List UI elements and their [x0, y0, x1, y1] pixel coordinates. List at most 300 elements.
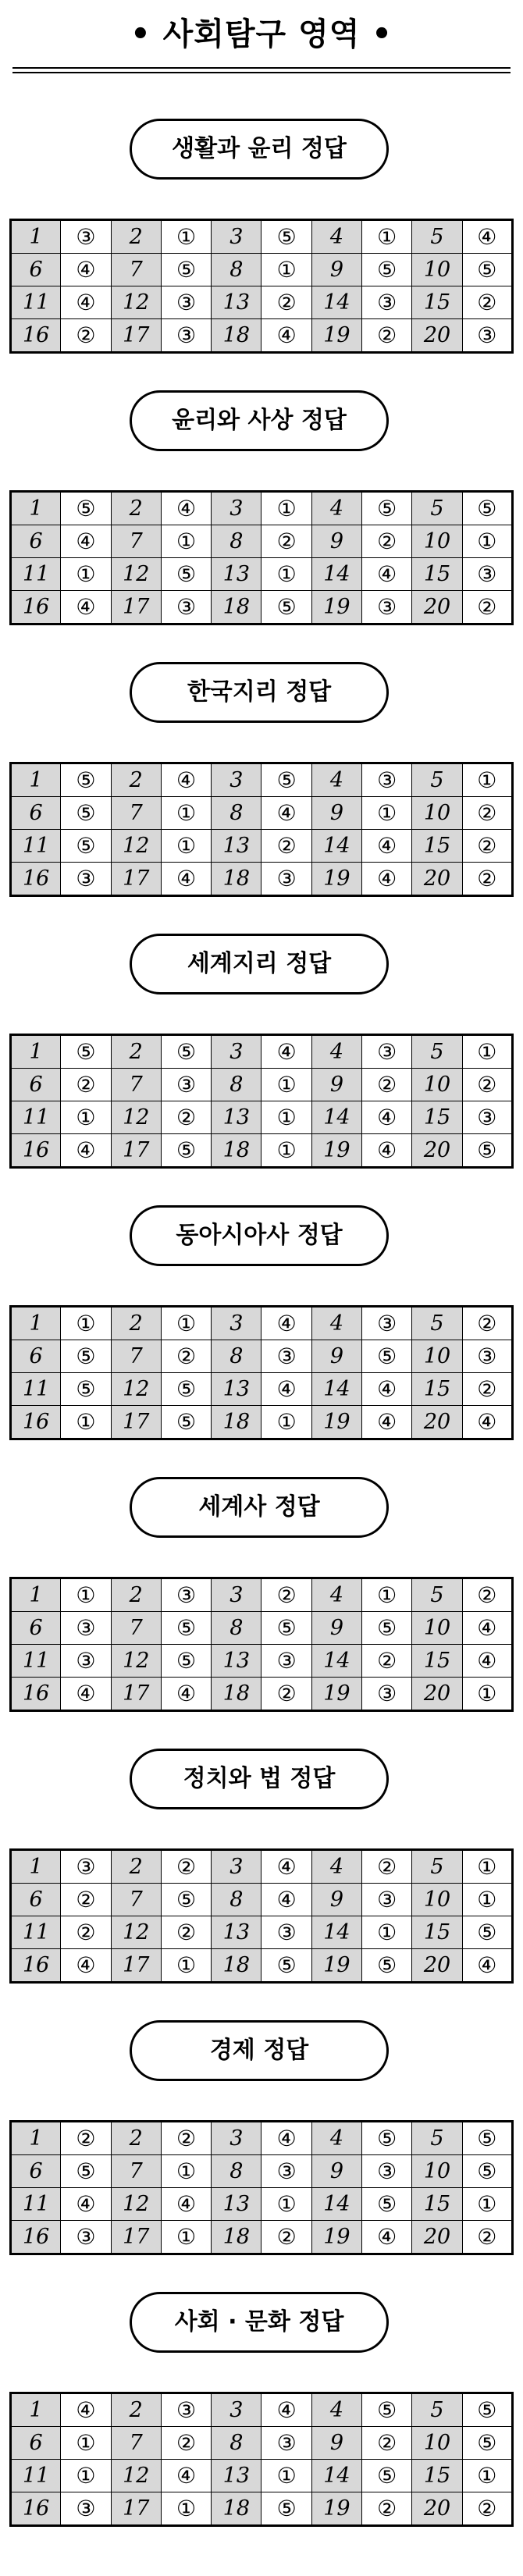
question-number: 3: [212, 2393, 262, 2427]
question-number: 4: [311, 1035, 361, 1069]
answer-choice: ①: [61, 1101, 111, 1134]
answer-choice: ④: [61, 1134, 111, 1168]
answer-table: [9, 762, 514, 897]
table-row: [11, 1916, 513, 1949]
question-number: 4: [311, 1850, 361, 1884]
table-row: [11, 1678, 513, 1711]
question-number: 14: [311, 558, 361, 591]
question-number: 18: [212, 1406, 262, 1439]
question-number: 3: [212, 1578, 262, 1612]
answer-choice: ⑤: [161, 254, 211, 286]
answer-choice: ①: [262, 1069, 311, 1101]
answer-choice: ④: [262, 1035, 311, 1069]
answer-choice: ④: [462, 1949, 512, 1983]
answer-choice: ④: [462, 1612, 512, 1645]
question-number: 15: [412, 1916, 462, 1949]
question-number: 3: [212, 1850, 262, 1884]
table-row: [11, 286, 513, 319]
question-number: 11: [11, 830, 61, 863]
answer-choice: ③: [462, 319, 512, 353]
answer-choice: ⑤: [161, 558, 211, 591]
answer-choice: ④: [362, 558, 412, 591]
table-row: [11, 1340, 513, 1373]
answer-choice: ④: [362, 2221, 412, 2254]
title-rule-bottom: [12, 72, 511, 73]
question-number: 20: [412, 1949, 462, 1983]
question-number: 16: [11, 2492, 61, 2526]
question-number: 1: [11, 1578, 61, 1612]
question-number: 6: [11, 525, 61, 558]
answer-choice: ③: [362, 591, 412, 624]
section-title: 생활과 윤리 정답: [130, 119, 389, 180]
answer-choice: ⑤: [462, 2427, 512, 2460]
answer-choice: ④: [161, 763, 211, 797]
table-row: [11, 220, 513, 254]
answer-choice: ④: [262, 1307, 311, 1340]
question-number: 20: [412, 1406, 462, 1439]
answer-choice: ⑤: [362, 2460, 412, 2492]
table-row: [11, 797, 513, 830]
table-row: [11, 1101, 513, 1134]
question-number: 3: [212, 763, 262, 797]
answer-choice: ③: [362, 1678, 412, 1711]
answer-choice: ①: [61, 1578, 111, 1612]
answer-choice: ①: [462, 2460, 512, 2492]
question-number: 10: [412, 1884, 462, 1916]
question-number: 16: [11, 1406, 61, 1439]
answer-choice: ⑤: [362, 2188, 412, 2221]
question-number: 6: [11, 2155, 61, 2188]
answer-choice: ④: [161, 2188, 211, 2221]
question-number: 13: [212, 1101, 262, 1134]
answer-choice: ①: [362, 797, 412, 830]
question-number: 6: [11, 1884, 61, 1916]
question-number: 18: [212, 319, 262, 353]
answer-choice: ①: [462, 2188, 512, 2221]
answer-choice: ②: [61, 2122, 111, 2155]
question-number: 10: [412, 254, 462, 286]
question-number: 2: [111, 220, 161, 254]
answer-choice: ④: [462, 1645, 512, 1678]
question-number: 20: [412, 2492, 462, 2526]
answer-section: [0, 934, 523, 1168]
question-number: 12: [111, 286, 161, 319]
answer-choice: ②: [462, 830, 512, 863]
table-row: [11, 2393, 513, 2427]
answer-choice: ⑤: [362, 2393, 412, 2427]
question-number: 12: [111, 558, 161, 591]
answer-choice: ④: [61, 1678, 111, 1711]
question-number: 10: [412, 1340, 462, 1373]
question-number: 2: [111, 492, 161, 525]
answer-choice: ④: [362, 1373, 412, 1406]
answer-choice: ①: [262, 254, 311, 286]
section-title: 한국지리 정답: [130, 662, 389, 723]
question-number: 1: [11, 2393, 61, 2427]
answer-choice: ④: [362, 1406, 412, 1439]
section-title: 세계지리 정답: [130, 934, 389, 994]
answer-choice: ①: [262, 2188, 311, 2221]
answer-choice: ①: [462, 1035, 512, 1069]
table-row: [11, 558, 513, 591]
section-title: 세계사 정답: [130, 1477, 389, 1538]
answer-choice: ④: [362, 863, 412, 896]
answer-choice: ③: [362, 1884, 412, 1916]
answer-choice: ②: [161, 1850, 211, 1884]
answer-choice: ③: [462, 558, 512, 591]
question-number: 7: [111, 797, 161, 830]
question-number: 11: [11, 1101, 61, 1134]
question-number: 20: [412, 863, 462, 896]
question-number: 13: [212, 830, 262, 863]
question-number: 14: [311, 1101, 361, 1134]
table-row: [11, 1134, 513, 1168]
table-row: [11, 1307, 513, 1340]
question-number: 13: [212, 558, 262, 591]
question-number: 6: [11, 254, 61, 286]
answer-choice: ②: [362, 1069, 412, 1101]
question-number: 20: [412, 591, 462, 624]
question-number: 9: [311, 254, 361, 286]
answer-choice: ⑤: [262, 591, 311, 624]
question-number: 14: [311, 830, 361, 863]
table-row: [11, 2155, 513, 2188]
table-row: [11, 1406, 513, 1439]
answer-choice: ①: [161, 1307, 211, 1340]
answer-choice: ③: [61, 1850, 111, 1884]
answer-choice: ⑤: [262, 1612, 311, 1645]
question-number: 6: [11, 1069, 61, 1101]
question-number: 4: [311, 2122, 361, 2155]
question-number: 1: [11, 763, 61, 797]
question-number: 17: [111, 2492, 161, 2526]
answer-choice: ⑤: [61, 1340, 111, 1373]
answer-choice: ③: [362, 1035, 412, 1069]
answer-choice: ③: [61, 1645, 111, 1678]
question-number: 11: [11, 2460, 61, 2492]
question-number: 10: [412, 2427, 462, 2460]
table-row: [11, 1884, 513, 1916]
answer-choice: ①: [61, 2460, 111, 2492]
answer-choice: ①: [462, 1850, 512, 1884]
answer-choice: ②: [161, 2427, 211, 2460]
question-number: 17: [111, 863, 161, 896]
question-number: 2: [111, 1035, 161, 1069]
question-number: 11: [11, 1373, 61, 1406]
answer-choice: ⑤: [61, 797, 111, 830]
question-number: 9: [311, 1340, 361, 1373]
answer-choice: ⑤: [61, 2155, 111, 2188]
answer-choice: ①: [161, 2492, 211, 2526]
answer-choice: ③: [61, 1612, 111, 1645]
question-number: 13: [212, 2188, 262, 2221]
table-row: [11, 2221, 513, 2254]
answer-choice: ②: [462, 1578, 512, 1612]
answer-choice: ①: [61, 1406, 111, 1439]
question-number: 15: [412, 1101, 462, 1134]
answer-choice: ④: [262, 2122, 311, 2155]
table-row: [11, 319, 513, 353]
answer-choice: ④: [161, 492, 211, 525]
question-number: 9: [311, 525, 361, 558]
question-number: 17: [111, 591, 161, 624]
answer-choice: ③: [161, 1578, 211, 1612]
answer-choice: ①: [161, 830, 211, 863]
question-number: 8: [212, 1340, 262, 1373]
answer-choice: ④: [362, 830, 412, 863]
question-number: 14: [311, 2188, 361, 2221]
answer-choice: ①: [161, 525, 211, 558]
answer-choice: ③: [262, 863, 311, 896]
section-title: 정치와 법 정답: [130, 1749, 389, 1809]
question-number: 12: [111, 2188, 161, 2221]
answer-choice: ⑤: [61, 492, 111, 525]
table-row: [11, 2188, 513, 2221]
question-number: 13: [212, 1645, 262, 1678]
answer-choice: ①: [161, 1949, 211, 1983]
answer-choice: ①: [262, 492, 311, 525]
question-number: 1: [11, 220, 61, 254]
question-number: 10: [412, 2155, 462, 2188]
answer-section: [0, 1205, 523, 1439]
answer-table: [9, 1305, 514, 1440]
answer-choice: ②: [462, 797, 512, 830]
table-row: [11, 763, 513, 797]
question-number: 11: [11, 2188, 61, 2221]
answer-choice: ③: [161, 591, 211, 624]
question-number: 15: [412, 2460, 462, 2492]
answer-choice: ⑤: [61, 1373, 111, 1406]
question-number: 10: [412, 797, 462, 830]
answer-choice: ①: [262, 2460, 311, 2492]
question-number: 18: [212, 2492, 262, 2526]
table-row: [11, 1578, 513, 1612]
question-number: 5: [412, 763, 462, 797]
question-number: 4: [311, 2393, 361, 2427]
question-number: 6: [11, 797, 61, 830]
answer-choice: ②: [462, 1373, 512, 1406]
answer-choice: ④: [262, 797, 311, 830]
question-number: 19: [311, 1678, 361, 1711]
table-row: [11, 1373, 513, 1406]
question-number: 7: [111, 525, 161, 558]
answer-choice: ①: [462, 763, 512, 797]
question-number: 19: [311, 591, 361, 624]
answer-choice: ④: [262, 319, 311, 353]
table-row: [11, 1069, 513, 1101]
answer-choice: ②: [262, 830, 311, 863]
question-number: 13: [212, 286, 262, 319]
question-number: 3: [212, 2122, 262, 2155]
answer-choice: ①: [462, 1884, 512, 1916]
answer-choice: ①: [61, 2427, 111, 2460]
answer-choice: ⑤: [362, 1340, 412, 1373]
answer-choice: ②: [161, 1340, 211, 1373]
page-title: • 사회탐구 영역 •: [130, 16, 393, 52]
answer-choice: ④: [161, 863, 211, 896]
answer-choice: ②: [161, 1916, 211, 1949]
question-number: 17: [111, 1678, 161, 1711]
question-number: 9: [311, 1069, 361, 1101]
question-number: 5: [412, 2122, 462, 2155]
table-row: [11, 1612, 513, 1645]
answer-table: [9, 490, 514, 625]
question-number: 19: [311, 863, 361, 896]
question-number: 17: [111, 2221, 161, 2254]
question-number: 5: [412, 1578, 462, 1612]
answer-choice: ①: [262, 558, 311, 591]
question-number: 11: [11, 558, 61, 591]
answer-choice: ③: [462, 1101, 512, 1134]
answer-choice: ⑤: [462, 254, 512, 286]
question-number: 3: [212, 492, 262, 525]
answer-choice: ②: [262, 525, 311, 558]
answer-table: [9, 2392, 514, 2527]
answer-choice: ④: [262, 2393, 311, 2427]
answer-choice: ③: [161, 2393, 211, 2427]
answer-choice: ⑤: [462, 1916, 512, 1949]
answer-choice: ④: [61, 2188, 111, 2221]
answer-choice: ②: [462, 1069, 512, 1101]
answer-choice: ⑤: [262, 220, 311, 254]
answer-choice: ①: [161, 220, 211, 254]
question-number: 20: [412, 2221, 462, 2254]
answer-choice: ③: [262, 1340, 311, 1373]
answer-choice: ③: [161, 319, 211, 353]
question-number: 8: [212, 2155, 262, 2188]
question-number: 19: [311, 1949, 361, 1983]
answer-choice: ①: [161, 2155, 211, 2188]
answer-choice: ⑤: [161, 1406, 211, 1439]
answer-choice: ②: [462, 1307, 512, 1340]
question-number: 17: [111, 1134, 161, 1168]
answer-choice: ①: [262, 1101, 311, 1134]
question-number: 11: [11, 1645, 61, 1678]
answer-table: [9, 1034, 514, 1169]
question-number: 1: [11, 1035, 61, 1069]
answer-choice: ④: [61, 254, 111, 286]
answer-choice: ④: [61, 525, 111, 558]
answer-choice: ②: [61, 1069, 111, 1101]
answer-choice: ①: [161, 797, 211, 830]
question-number: 6: [11, 1612, 61, 1645]
answer-choice: ④: [362, 1134, 412, 1168]
question-number: 7: [111, 1340, 161, 1373]
answer-choice: ②: [362, 525, 412, 558]
answer-choice: ③: [61, 220, 111, 254]
question-number: 12: [111, 1373, 161, 1406]
question-number: 15: [412, 830, 462, 863]
question-number: 9: [311, 2155, 361, 2188]
answer-table: [9, 219, 514, 354]
answer-section: [0, 2292, 523, 2526]
question-number: 2: [111, 1307, 161, 1340]
answer-choice: ⑤: [161, 1373, 211, 1406]
answer-choice: ①: [61, 558, 111, 591]
answer-choice: ④: [61, 286, 111, 319]
section-title: 동아시아사 정답: [130, 1205, 389, 1266]
answer-choice: ⑤: [462, 1134, 512, 1168]
question-number: 18: [212, 1134, 262, 1168]
question-number: 5: [412, 492, 462, 525]
answer-choice: ②: [362, 1850, 412, 1884]
answer-choice: ①: [362, 1916, 412, 1949]
question-number: 18: [212, 1678, 262, 1711]
question-number: 17: [111, 319, 161, 353]
answer-choice: ②: [61, 1884, 111, 1916]
answer-choice: ①: [161, 2221, 211, 2254]
question-number: 16: [11, 591, 61, 624]
table-row: [11, 1949, 513, 1983]
question-number: 20: [412, 1678, 462, 1711]
question-number: 13: [212, 1916, 262, 1949]
answer-choice: ⑤: [462, 2155, 512, 2188]
question-number: 7: [111, 2155, 161, 2188]
answer-choice: ④: [462, 220, 512, 254]
question-number: 16: [11, 2221, 61, 2254]
table-row: [11, 830, 513, 863]
question-number: 7: [111, 1612, 161, 1645]
question-number: 2: [111, 1578, 161, 1612]
question-number: 8: [212, 1612, 262, 1645]
answer-choice: ⑤: [161, 1035, 211, 1069]
answer-choice: ④: [262, 1884, 311, 1916]
answer-section: [0, 2020, 523, 2254]
answer-choice: ②: [462, 863, 512, 896]
answer-choice: ②: [61, 1916, 111, 1949]
answer-choice: ③: [262, 1645, 311, 1678]
question-number: 19: [311, 2221, 361, 2254]
question-number: 5: [412, 1307, 462, 1340]
question-number: 5: [412, 1035, 462, 1069]
question-number: 7: [111, 2427, 161, 2460]
answer-choice: ③: [262, 2427, 311, 2460]
section-title: 윤리와 사상 정답: [130, 390, 389, 451]
answer-section: [0, 119, 523, 353]
answer-choice: ③: [262, 1916, 311, 1949]
answer-choice: ③: [161, 1069, 211, 1101]
answer-choice: ⑤: [161, 1612, 211, 1645]
answer-choice: ②: [61, 319, 111, 353]
answer-choice: ③: [161, 286, 211, 319]
answer-choice: ⑤: [161, 1884, 211, 1916]
question-number: 12: [111, 1645, 161, 1678]
question-number: 12: [111, 1101, 161, 1134]
answer-choice: ③: [362, 2155, 412, 2188]
question-number: 9: [311, 797, 361, 830]
table-row: [11, 254, 513, 286]
answer-choice: ⑤: [362, 1612, 412, 1645]
answer-choice: ①: [462, 1678, 512, 1711]
answer-choice: ④: [161, 1678, 211, 1711]
question-number: 19: [311, 1134, 361, 1168]
question-number: 20: [412, 1134, 462, 1168]
answer-choice: ③: [61, 863, 111, 896]
table-row: [11, 2492, 513, 2526]
answer-choice: ⑤: [362, 1949, 412, 1983]
answer-choice: ①: [262, 1134, 311, 1168]
question-number: 15: [412, 558, 462, 591]
question-number: 2: [111, 1850, 161, 1884]
question-number: 14: [311, 2460, 361, 2492]
question-number: 3: [212, 220, 262, 254]
question-number: 20: [412, 319, 462, 353]
table-row: [11, 591, 513, 624]
answer-choice: ⑤: [362, 254, 412, 286]
question-number: 12: [111, 830, 161, 863]
question-number: 19: [311, 319, 361, 353]
table-row: [11, 1035, 513, 1069]
